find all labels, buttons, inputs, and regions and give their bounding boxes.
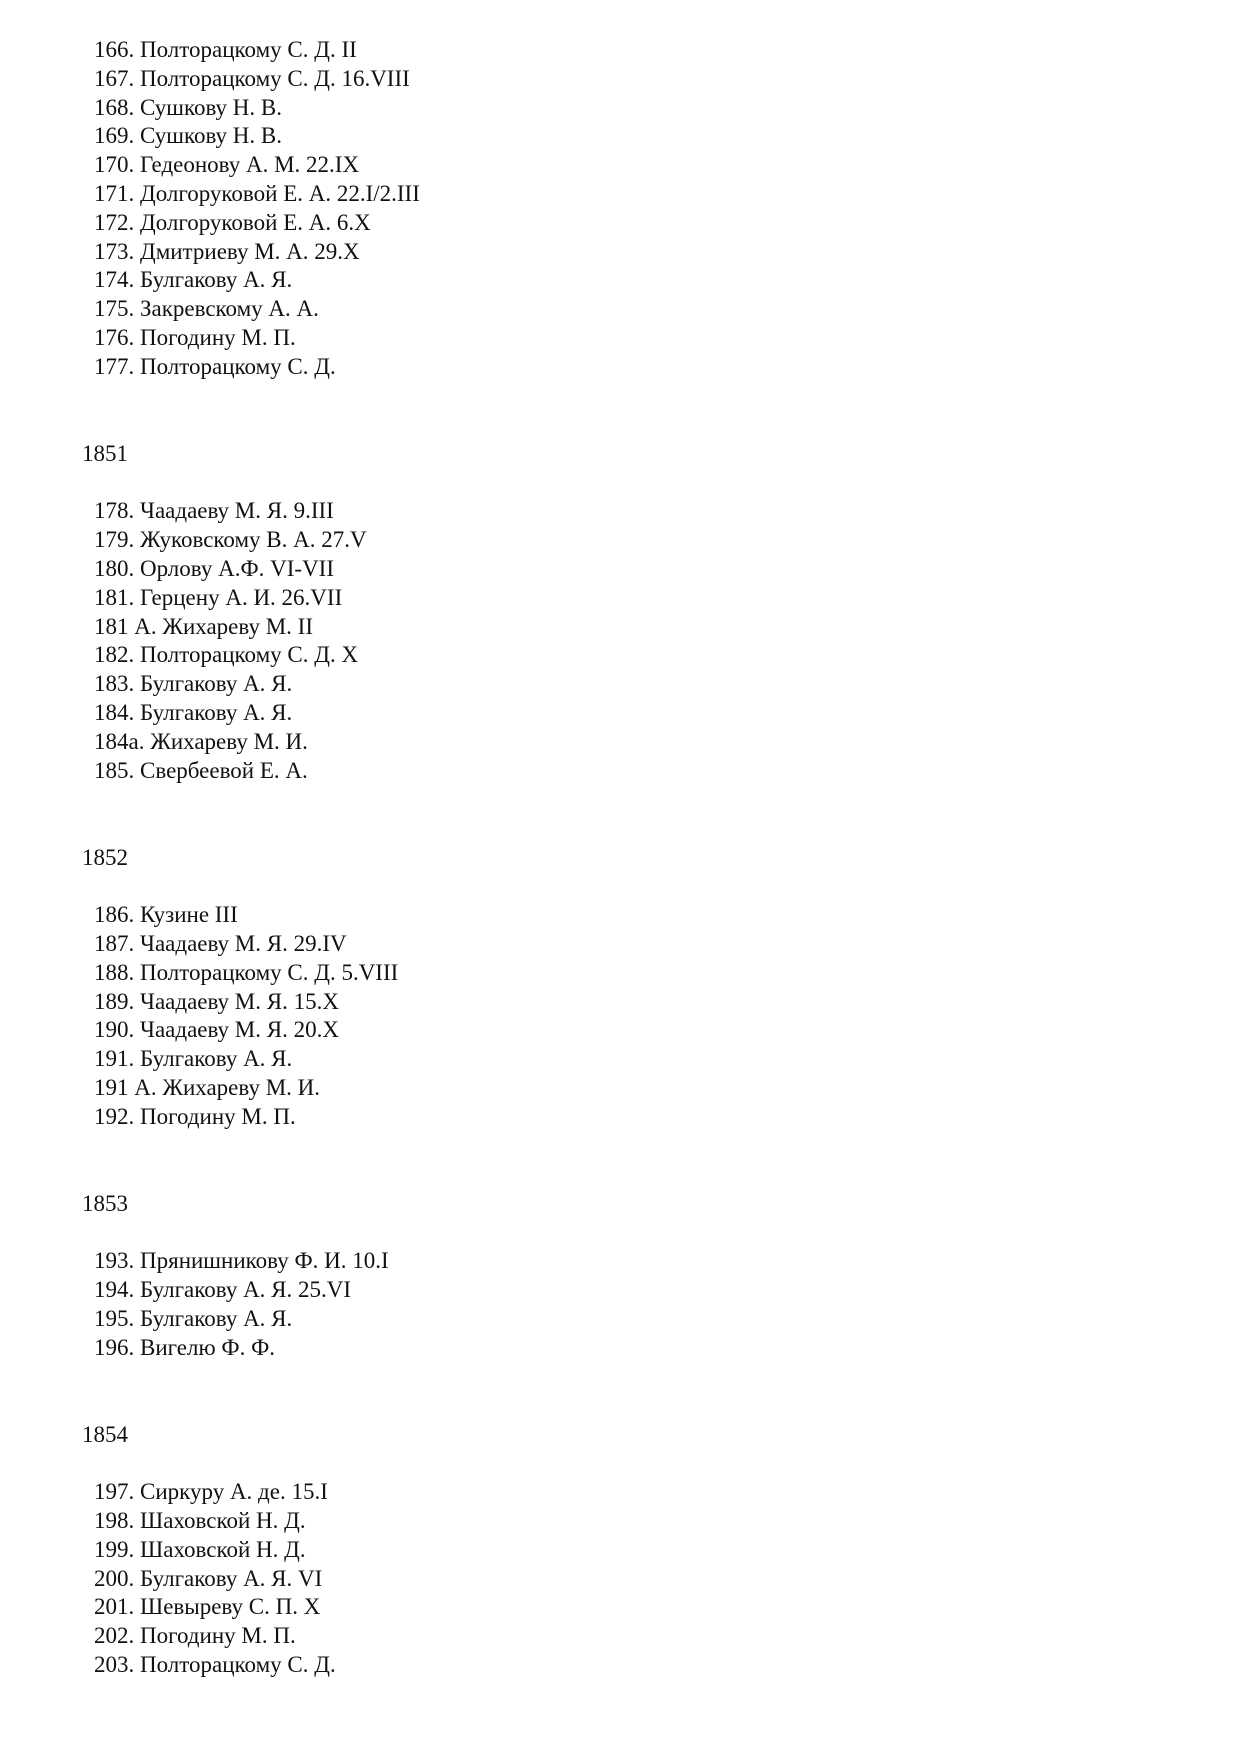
list-item: 169. Сушкову Н. В. [94, 123, 283, 149]
year-heading: 1854 [82, 1422, 128, 1448]
document-page [0, 36, 1240, 1680]
section-gap [0, 1132, 1240, 1190]
section-gap [0, 382, 1240, 440]
list-item: 185. Свербеевой Е. А. [94, 757, 308, 783]
section-gap [0, 785, 1240, 843]
section-1853 [0, 1189, 1240, 1362]
list-item: 182. Полторацкому С. Д. X [94, 642, 359, 668]
list-item: 194. Булгакову А. Я. 25.VI [94, 1277, 352, 1303]
list-item: 181. Герцену А. И. 26.VII [94, 584, 343, 610]
list-item: 172. Долгоруковой Е. А. 6.X [94, 209, 371, 235]
section-1851 [0, 439, 1240, 785]
list-item: 192. Погодину М. П. [94, 1103, 296, 1129]
list-item: 168. Сушкову Н. В. [94, 94, 283, 120]
list-item: 174. Булгакову А. Я. [94, 267, 293, 293]
list-item: 196. Вигелю Ф. Ф. [94, 1334, 275, 1360]
entry-list [0, 1478, 1240, 1680]
list-item: 170. Гедеонову А. М. 22.IX [94, 152, 360, 178]
list-item: 197. Сиркуру А. де. 15.I [94, 1479, 328, 1505]
list-item: 188. Полторацкому С. Д. 5.VIII [94, 959, 399, 985]
entry-list [0, 497, 1240, 785]
list-item: 203. Полторацкому С. Д. [94, 1652, 336, 1678]
list-item: 190. Чаадаеву М. Я. 20.X [94, 1017, 339, 1043]
list-item: 184. Булгакову А. Я. [94, 699, 293, 725]
list-item: 171. Долгоруковой Е. А. 22.I/2.III [94, 180, 420, 206]
list-item: 187. Чаадаеву М. Я. 29.IV [94, 930, 347, 956]
list-item: 166. Полторацкому С. Д. II [94, 37, 357, 62]
year-heading: 1852 [82, 845, 128, 871]
entry-list [0, 36, 1240, 382]
section-continued [0, 36, 1240, 382]
list-item: 181 А. Жихареву М. II [94, 613, 313, 639]
list-item: 186. Кузине III [94, 902, 238, 928]
list-item: 183. Булгакову А. Я. [94, 671, 293, 697]
entry-list [0, 901, 1240, 1131]
list-item: 191. Булгакову А. Я. [94, 1046, 293, 1072]
list-item: 193. Прянишникову Ф. И. 10.I [94, 1248, 389, 1274]
list-item: 173. Дмитриеву М. А. 29.X [94, 238, 360, 264]
list-item: 202. Погодину М. П. [94, 1623, 296, 1649]
list-item: 198. Шаховской Н. Д. [94, 1508, 306, 1534]
list-item: 177. Полторацкому С. Д. [94, 353, 336, 379]
list-item: 189. Чаадаеву М. Я. 15.X [94, 988, 339, 1014]
section-1854 [0, 1420, 1240, 1680]
list-item: 175. Закревскому А. А. [94, 296, 319, 322]
entry-list [0, 1247, 1240, 1362]
list-item: 184а. Жихареву М. И. [94, 728, 308, 754]
list-item: 180. Орлову А.Ф. VI-VII [94, 555, 334, 581]
list-item: 167. Полторацкому С. Д. 16.VIII [94, 65, 410, 91]
list-item: 191 А. Жихареву М. И. [94, 1074, 321, 1100]
list-item: 176. Погодину М. П. [94, 324, 296, 350]
year-heading: 1853 [82, 1191, 128, 1217]
list-item: 200. Булгакову А. Я. VI [94, 1565, 323, 1591]
list-item: 199. Шаховской Н. Д. [94, 1536, 306, 1562]
section-gap [0, 1362, 1240, 1420]
list-item: 195. Булгакову А. Я. [94, 1305, 293, 1331]
list-item: 179. Жуковскому В. А. 27.V [94, 527, 367, 553]
year-heading: 1851 [82, 441, 128, 467]
section-1852 [0, 843, 1240, 1131]
list-item: 201. Шевыреву С. П. X [94, 1594, 321, 1620]
list-item: 178. Чаадаеву М. Я. 9.III [94, 498, 334, 524]
